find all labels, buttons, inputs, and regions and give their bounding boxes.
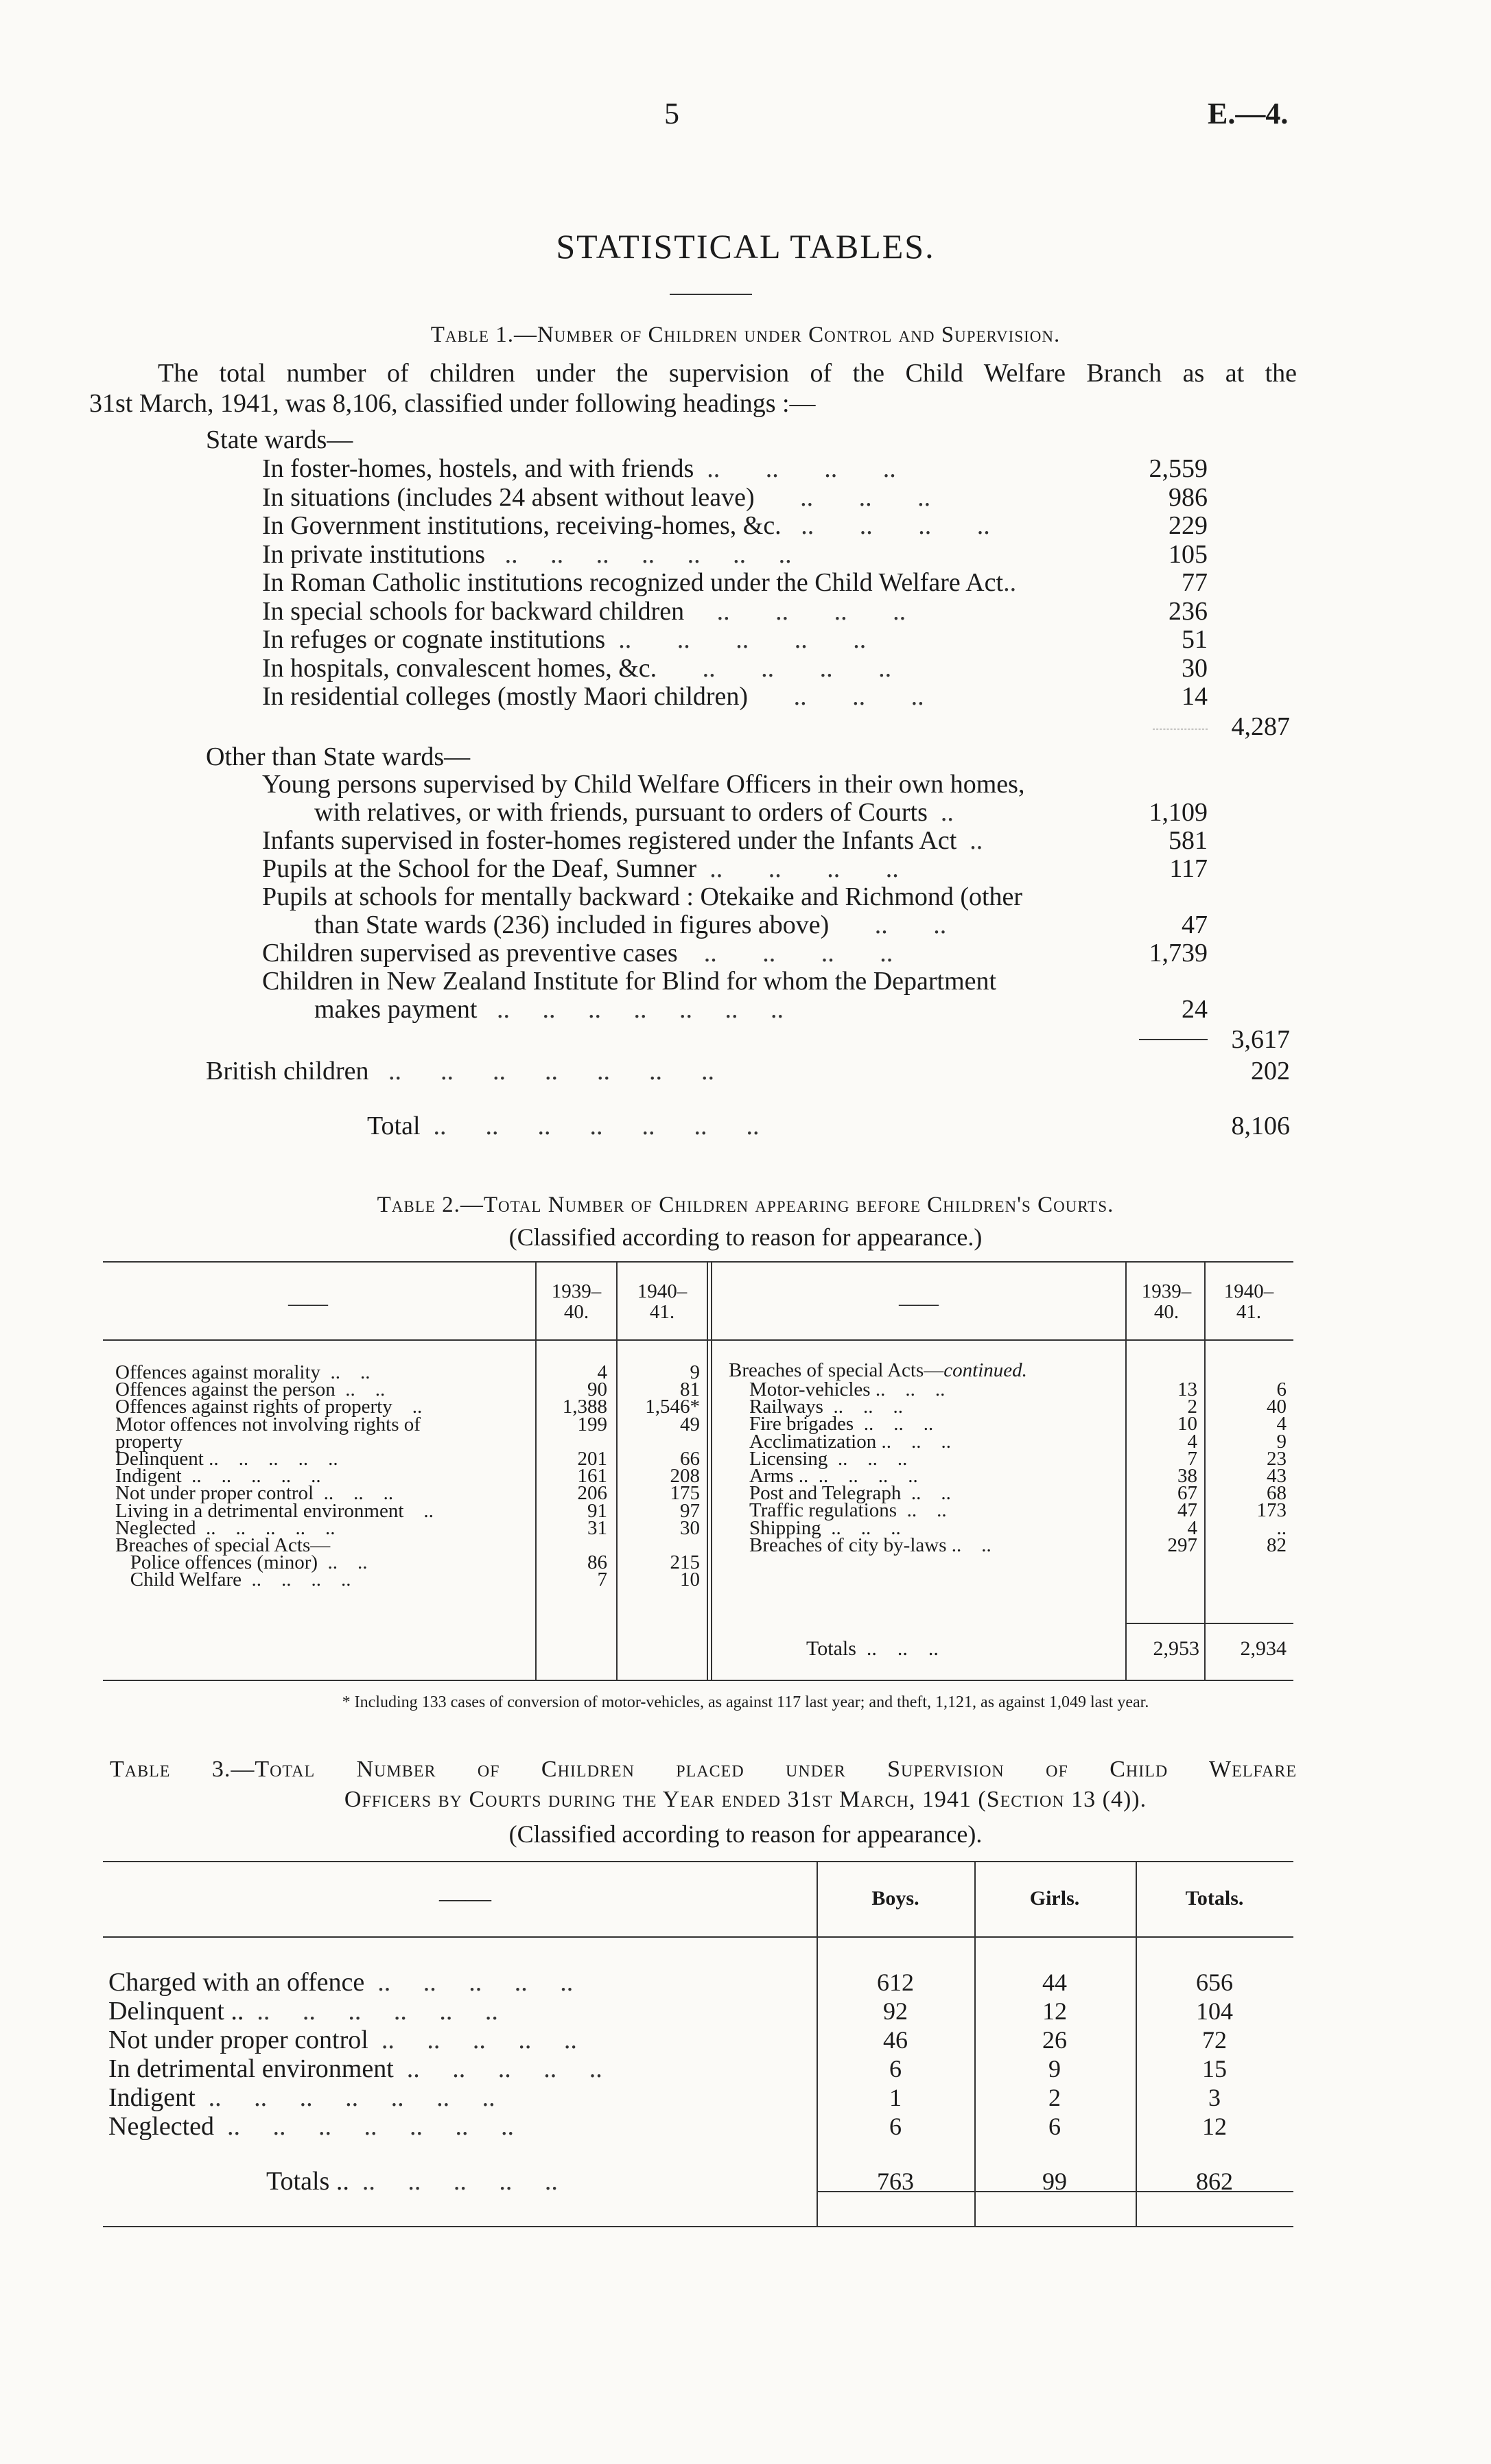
other-row-line1 [262, 770, 1024, 799]
table2-footnote: * Including 133 cases of conversion of motor-vehicles, as against 117 last year; and theft, 1,121, as against 1,049 last year. [342, 1693, 1149, 1711]
state-ward-value: 229 [1169, 511, 1208, 540]
table2-left-label: Neglected [115, 1516, 196, 1539]
table3-row-boys: 6 [889, 2055, 902, 2082]
table2-left-1940: 30 [680, 1516, 700, 1539]
table2-right-label: Post and Telegraph [749, 1482, 902, 1505]
state-ward-dots: .. .. .. .. .. .. .. [485, 539, 792, 569]
table2-totals-1940: 2,934 [1240, 1637, 1287, 1660]
other-row-value: 1,109 [1149, 798, 1208, 827]
table3-row-girls: 6 [1048, 2113, 1061, 2140]
state-ward-value: 14 [1182, 682, 1208, 711]
table2-vrule-3b [711, 1261, 712, 1680]
table2-left-col1-header-b: 40. [563, 1301, 589, 1323]
page-number: 5 [664, 97, 679, 130]
table2-left-dots: .. .. .. .. [241, 1569, 351, 1591]
table2-right-label: Shipping [749, 1516, 821, 1539]
table2-left-label: Not under proper control [115, 1482, 314, 1505]
other-row-text: Young persons supervised by Child Welfare Officers in their own homes, [262, 770, 1025, 799]
other-row-text-cont: with relatives, or with friends, pursuant to orders of Courts [314, 798, 928, 827]
table2-totals-1939: 2,953 [1153, 1637, 1199, 1660]
state-ward-value: 30 [1182, 653, 1208, 683]
table3-row-dots: .. .. .. .. .. .. [244, 1997, 498, 2026]
table2-vrule-4 [1125, 1261, 1127, 1680]
table3-row-totals: 12 [1202, 2113, 1227, 2140]
other-row-text-cont: makes payment [314, 995, 478, 1024]
table3-row [108, 2054, 602, 2083]
table3-totals-dots: .. .. .. .. .. [349, 2167, 558, 2196]
table2-left-1939: 4 [597, 1361, 607, 1383]
table2-right-1940: 9 [1276, 1430, 1287, 1453]
british-children-label [206, 1057, 714, 1086]
table3-row-dots: .. .. .. .. .. .. .. [214, 2112, 515, 2141]
table2-left-label: Police offences (minor) [115, 1551, 318, 1574]
table3-row-girls: 26 [1042, 2026, 1067, 2054]
other-wards-total: 3,617 [1231, 1025, 1290, 1054]
table2-caption: Table 2.—Total Number of Children appearing before Children's Courts. [377, 1193, 1114, 1217]
other-row-text-cont: than State wards (236) included in figures above) [314, 911, 830, 939]
table3-header-rule [103, 1936, 1293, 1938]
table2-left-label: Child Welfare [115, 1569, 242, 1591]
table3-row-boys: 6 [889, 2113, 902, 2140]
state-ward-row [262, 454, 896, 483]
state-ward-value: 2,559 [1149, 454, 1208, 483]
table2-right-col1-header-a: 1939– [1141, 1280, 1192, 1302]
state-ward-dots: .. .. .. .. [684, 596, 906, 626]
table3-header-girls: Girls. [1029, 1887, 1080, 1910]
table2-right-heading-text: Breaches of special Acts— [729, 1359, 944, 1381]
table1-total-label [367, 1112, 760, 1140]
table2-right-dots: .. .. [901, 1482, 951, 1505]
table2-left-1939: 31 [587, 1516, 607, 1539]
table2-right-label: Fire brigades [749, 1413, 854, 1435]
table2-right-1940: 40 [1267, 1396, 1287, 1418]
table3-vrule-2 [974, 1861, 976, 2226]
table2-totals-text: Totals [806, 1637, 856, 1660]
table2-left-1939: 161 [577, 1465, 607, 1488]
table2-bottom-rule [103, 1680, 1293, 1681]
table2-right-dots: .. .. [897, 1499, 947, 1522]
table2-right-1939: 10 [1177, 1413, 1197, 1435]
table2-right-1939: 297 [1167, 1534, 1197, 1556]
table3-row [108, 1968, 573, 1997]
state-ward-label: In special schools for backward children [262, 596, 685, 626]
table2-left-label: Living in a detrimental environment [115, 1499, 404, 1522]
table2-left-label: Indigent [115, 1465, 182, 1488]
table2-right-1939: 38 [1177, 1465, 1197, 1487]
state-ward-row [262, 540, 792, 569]
table3-row-dots: .. .. .. .. .. [368, 2026, 577, 2054]
table3-dash: —— [439, 1884, 491, 1913]
table3-vrule-3 [1136, 1861, 1137, 2226]
table3-totals-label [266, 2167, 558, 2196]
state-ward-value: 105 [1169, 539, 1208, 569]
table2-right-1940: 68 [1267, 1482, 1287, 1505]
table2-right-dots: .. .. .. .. [808, 1465, 918, 1487]
other-row-dots: .. [927, 798, 954, 827]
table2-right-dots: .. [961, 1534, 991, 1556]
table2-left-label: Offences against the person [115, 1378, 336, 1401]
table2-left-dots: .. [392, 1396, 423, 1418]
table1-caption: Table 1.—Number of Children under Control and Supervision. [430, 322, 1061, 347]
table2-left-1939: 86 [587, 1551, 607, 1574]
state-ward-dots: .. .. .. .. [694, 454, 896, 483]
table2-totals-rule [1125, 1623, 1293, 1624]
table2-left-dots: .. .. .. .. [218, 1448, 338, 1470]
table2-right-heading-cont: continued. [943, 1359, 1027, 1381]
table2-left-dots: .. .. .. [314, 1482, 394, 1505]
table3-row-girls: 9 [1048, 2055, 1061, 2082]
table3-row-label: Not under proper control [108, 2026, 368, 2054]
table2-right-label: Acclimatization .. [749, 1430, 891, 1453]
document-reference: E.—4. [1208, 97, 1289, 130]
table3-bottom-rule [103, 2226, 1293, 2227]
state-ward-row [262, 597, 906, 626]
table3-row-label: In detrimental environment [108, 2054, 394, 2083]
british-children-value: 202 [1251, 1057, 1290, 1086]
state-ward-dots: .. .. .. .. [657, 653, 892, 683]
table2-left-1940: 9 [690, 1361, 700, 1383]
table3-totals-boys: 763 [877, 2168, 914, 2195]
table3-row-label: Neglected [108, 2112, 215, 2141]
table2-left-1940: 66 [680, 1448, 700, 1470]
table2-left-1939: 199 [577, 1413, 607, 1435]
table2-right-1939: 2 [1187, 1396, 1197, 1418]
table2-right-label: Breaches of city by-laws .. [749, 1534, 962, 1556]
table3-caption-line1: Table 3.—Total Number of Children placed under Supervision of Child Welfare [110, 1757, 1297, 1782]
table2-right-label: Licensing [749, 1447, 828, 1470]
other-row-value: 47 [1182, 911, 1208, 939]
other-row-dots: .. [956, 826, 983, 855]
other-row-text: Pupils at the School for the Deaf, Sumner [262, 854, 697, 883]
table2-left-1940: 175 [670, 1482, 700, 1505]
british-children-dots: .. .. .. .. .. .. .. [368, 1057, 714, 1086]
table2-left-row [115, 1569, 351, 1591]
table2-left-1939: 90 [587, 1378, 607, 1401]
table2-totals-label [806, 1637, 939, 1660]
other-row-dots: .. .. [829, 911, 947, 939]
table2-right-dots: .. .. [891, 1430, 951, 1453]
state-ward-dots: .. .. .. [748, 682, 924, 711]
table3-row-label: Indigent [108, 2083, 196, 2112]
table3-totals-text: Totals .. [266, 2167, 349, 2196]
table3-vrule-1 [817, 1861, 818, 2226]
other-row-line2 [314, 798, 954, 827]
state-ward-label: In hospitals, convalescent homes, &c. [262, 653, 657, 683]
table3-row-dots: .. .. .. .. .. [393, 2054, 602, 2083]
state-ward-label: In residential colleges (mostly Maori children) [262, 682, 749, 711]
table2-left-dots: .. .. [320, 1361, 371, 1383]
table1-total-value: 8,106 [1231, 1112, 1290, 1140]
table2-right-dots: .. .. .. [854, 1413, 934, 1435]
table2-left-dots: .. [403, 1499, 434, 1522]
table2-right-label: Railways [749, 1396, 823, 1418]
table2-left-dash: —— [288, 1293, 328, 1315]
table3-row-dots: .. .. .. .. .. [364, 1968, 574, 1997]
other-row-value: 24 [1182, 995, 1208, 1024]
table2-right-dash: —— [899, 1293, 939, 1315]
table3-header-totals: Totals. [1185, 1887, 1244, 1910]
table3-row-girls: 2 [1048, 2084, 1061, 2111]
table3-row-totals: 72 [1202, 2026, 1227, 2054]
state-ward-row [262, 511, 990, 540]
table2-right-1940: 82 [1267, 1534, 1287, 1556]
table3-row-dots: .. .. .. .. .. .. .. [195, 2083, 495, 2112]
table1-intro-line1: The total number of children under the supervision of the Child Welfare Branch as at the [158, 359, 1297, 388]
table2-left-label: Breaches of special Acts— [115, 1534, 331, 1556]
state-ward-label: In Government institutions, receiving-homes, &c. [262, 511, 782, 540]
table2-left-dots: .. .. [335, 1378, 386, 1401]
table2-left-1940: 215 [670, 1551, 700, 1574]
other-row-line2 [314, 911, 946, 939]
table2-left-1939: 206 [577, 1482, 607, 1505]
table2-left-dots: .. .. .. .. .. [181, 1465, 321, 1488]
state-ward-dots: .. .. .. .. .. [605, 625, 867, 654]
table2-right-col2-header-b: 41. [1236, 1301, 1262, 1323]
table2-right-1939: 4 [1187, 1430, 1197, 1453]
table2-right-1940: 173 [1256, 1499, 1287, 1522]
table2-vrule-1 [535, 1261, 537, 1680]
table2-right-dots: .. .. [885, 1378, 946, 1400]
table2-left-1940: 208 [670, 1465, 700, 1488]
state-ward-label: In foster-homes, hostels, and with friends [262, 454, 694, 483]
table2-right-1939: 67 [1177, 1482, 1197, 1505]
state-wards-heading: State wards— [206, 425, 353, 454]
table3-row-totals: 656 [1196, 1969, 1233, 1996]
table2-right-label: Motor-vehicles .. [749, 1378, 886, 1400]
table2-right-dots: .. .. .. [821, 1516, 901, 1539]
table3-row-totals: 104 [1196, 1997, 1233, 2025]
other-row-line1 [262, 967, 996, 996]
table2-left-col2-header-b: 41. [649, 1301, 675, 1323]
table3-caption-line2: Officers by Courts during the Year ended 31st March, 1941 (Section 13 (4)). [344, 1787, 1147, 1812]
table3-row-girls: 12 [1042, 1997, 1067, 2025]
table2-right-1940: .. [1276, 1516, 1287, 1539]
state-ward-value: 77 [1182, 568, 1208, 597]
table3-row-label: Charged with an offence [108, 1968, 365, 1997]
table1-intro-line2: 31st March, 1941, was 8,106, classified under following headings :— [89, 389, 816, 418]
table3-row-boys: 1 [889, 2084, 902, 2111]
table3-row [108, 1997, 498, 2026]
table3-row-boys: 612 [877, 1969, 914, 1996]
table2-right-1940: 6 [1276, 1378, 1287, 1400]
state-ward-value: 986 [1169, 482, 1208, 512]
table2-left-col2-header-a: 1940– [637, 1280, 688, 1302]
state-ward-row [262, 682, 924, 711]
table2-right-1940: 4 [1276, 1413, 1287, 1435]
table2-left-1939: 201 [577, 1448, 607, 1470]
other-row-dots: .. .. .. .. [677, 939, 893, 967]
table2-left-dots: .. .. [318, 1551, 368, 1574]
table2-left-label: property [115, 1430, 183, 1453]
other-row-dots: .. .. .. .. .. .. .. [477, 995, 784, 1024]
table3-row [108, 2112, 514, 2141]
other-row-text: Infants supervised in foster-homes registered under the Infants Act [262, 826, 957, 855]
table3-row-label: Delinquent .. [108, 1997, 244, 2026]
table3-row [108, 2026, 577, 2054]
state-ward-label: In situations (includes 24 absent without leave) [262, 482, 755, 512]
table2-right-1940: 43 [1267, 1465, 1287, 1487]
table1-total-text: Total [367, 1112, 421, 1140]
table2-left-dots: .. .. .. .. .. [196, 1516, 336, 1539]
state-ward-value: 51 [1182, 625, 1208, 654]
table2-left-1939: 91 [587, 1499, 607, 1522]
table3-row-boys: 46 [883, 2026, 908, 2054]
table2-left-1940: 49 [680, 1413, 700, 1435]
table2-subcaption: (Classified according to reason for appearance.) [508, 1223, 983, 1251]
state-ward-row [262, 568, 1016, 597]
table2-right-label: Traffic regulations [749, 1499, 897, 1522]
other-row-value: 117 [1169, 854, 1208, 883]
table2-right-col1-header-b: 40. [1153, 1301, 1179, 1323]
table1-total-dots: .. .. .. .. .. .. .. [420, 1112, 760, 1140]
table2-header-rule [103, 1339, 1293, 1341]
other-wards-heading: Other than State wards— [206, 742, 471, 771]
other-row-text: Children supervised as preventive cases [262, 939, 678, 967]
state-ward-label: In Roman Catholic institutions recognized under the Child Welfare Act [262, 568, 1004, 597]
table3-row-totals: 15 [1202, 2055, 1227, 2082]
table2-right-1939: 13 [1177, 1378, 1197, 1400]
state-ward-value: 236 [1169, 596, 1208, 626]
table3-row-totals: 3 [1208, 2084, 1221, 2111]
table3-row-boys: 92 [883, 1997, 908, 2025]
table2-left-label: Offences against rights of property [115, 1396, 392, 1418]
state-ward-row [262, 483, 930, 512]
other-row-line2 [314, 995, 784, 1024]
table2-right-col2-header-a: 1940– [1223, 1280, 1274, 1302]
table2-right-1939: 7 [1187, 1447, 1197, 1470]
other-row-text: Pupils at schools for mentally backward : Otekaike and Richmond (other [262, 882, 1023, 911]
table2-left-1940: 10 [680, 1569, 700, 1591]
state-ward-dots: .. .. .. .. [781, 511, 990, 540]
table3-header-boys: Boys. [871, 1887, 919, 1910]
table2-right-label: Arms .. [749, 1465, 809, 1487]
title-divider [670, 294, 752, 295]
table2-vrule-3 [707, 1261, 708, 1680]
table2-right-dots: .. .. .. [823, 1396, 903, 1418]
table2-vrule-5 [1204, 1261, 1206, 1680]
page-title: STATISTICAL TABLES. [556, 227, 935, 266]
table2-right-dots: .. .. .. [827, 1447, 908, 1470]
table2-right-1940: 23 [1267, 1447, 1287, 1470]
table2-right-heading [729, 1359, 1027, 1381]
table2-left-1940: 81 [680, 1378, 700, 1401]
table3-top-rule [103, 1861, 1293, 1862]
table2-left-1939: 7 [597, 1569, 607, 1591]
british-children-text: British children [206, 1057, 369, 1086]
table3-subcaption: (Classified according to reason for appearance). [508, 1820, 983, 1848]
table3-totals-girls: 99 [1042, 2168, 1067, 2195]
table3-totals-totals: 862 [1196, 2168, 1233, 2195]
other-row-value: 581 [1169, 826, 1208, 855]
other-row-dots: .. .. .. .. [696, 854, 899, 883]
other-row-line1 [262, 939, 893, 967]
table2-left-1940: 1,546* [645, 1396, 700, 1418]
state-ward-label: In refuges or cognate institutions [262, 625, 606, 654]
state-ward-row [262, 625, 866, 654]
table2-left-col1-header-a: 1939– [551, 1280, 602, 1302]
table3-row-girls: 44 [1042, 1969, 1067, 1996]
table2-right-1939: 4 [1187, 1516, 1197, 1539]
state-ward-dots: .. [1003, 568, 1017, 597]
other-row-text: Children in New Zealand Institute for Blind for whom the Department [262, 967, 997, 996]
table2-left-label: Delinquent .. [115, 1448, 219, 1470]
table2-right-row [749, 1534, 991, 1556]
other-row-line1 [262, 882, 1022, 911]
table2-right-1939: 47 [1177, 1499, 1197, 1522]
table2-totals-dots: .. .. .. [856, 1637, 939, 1660]
state-ward-label: In private institutions [262, 539, 486, 569]
state-ward-row [262, 654, 891, 683]
table2-top-rule [103, 1261, 1293, 1263]
other-row-line1 [262, 854, 899, 883]
table2-left-label: Motor offences not involving rights of [115, 1413, 421, 1435]
table2-left-1940: 97 [680, 1499, 700, 1522]
state-ward-dots: .. .. .. [754, 482, 931, 512]
other-row-value: 1,739 [1149, 939, 1208, 967]
table2-left-label: Offences against morality [115, 1361, 321, 1383]
table2-left-1939: 1,388 [562, 1396, 607, 1418]
other-row-line1 [262, 826, 983, 855]
state-wards-total: 4,287 [1231, 712, 1290, 741]
table3-row [108, 2083, 495, 2112]
